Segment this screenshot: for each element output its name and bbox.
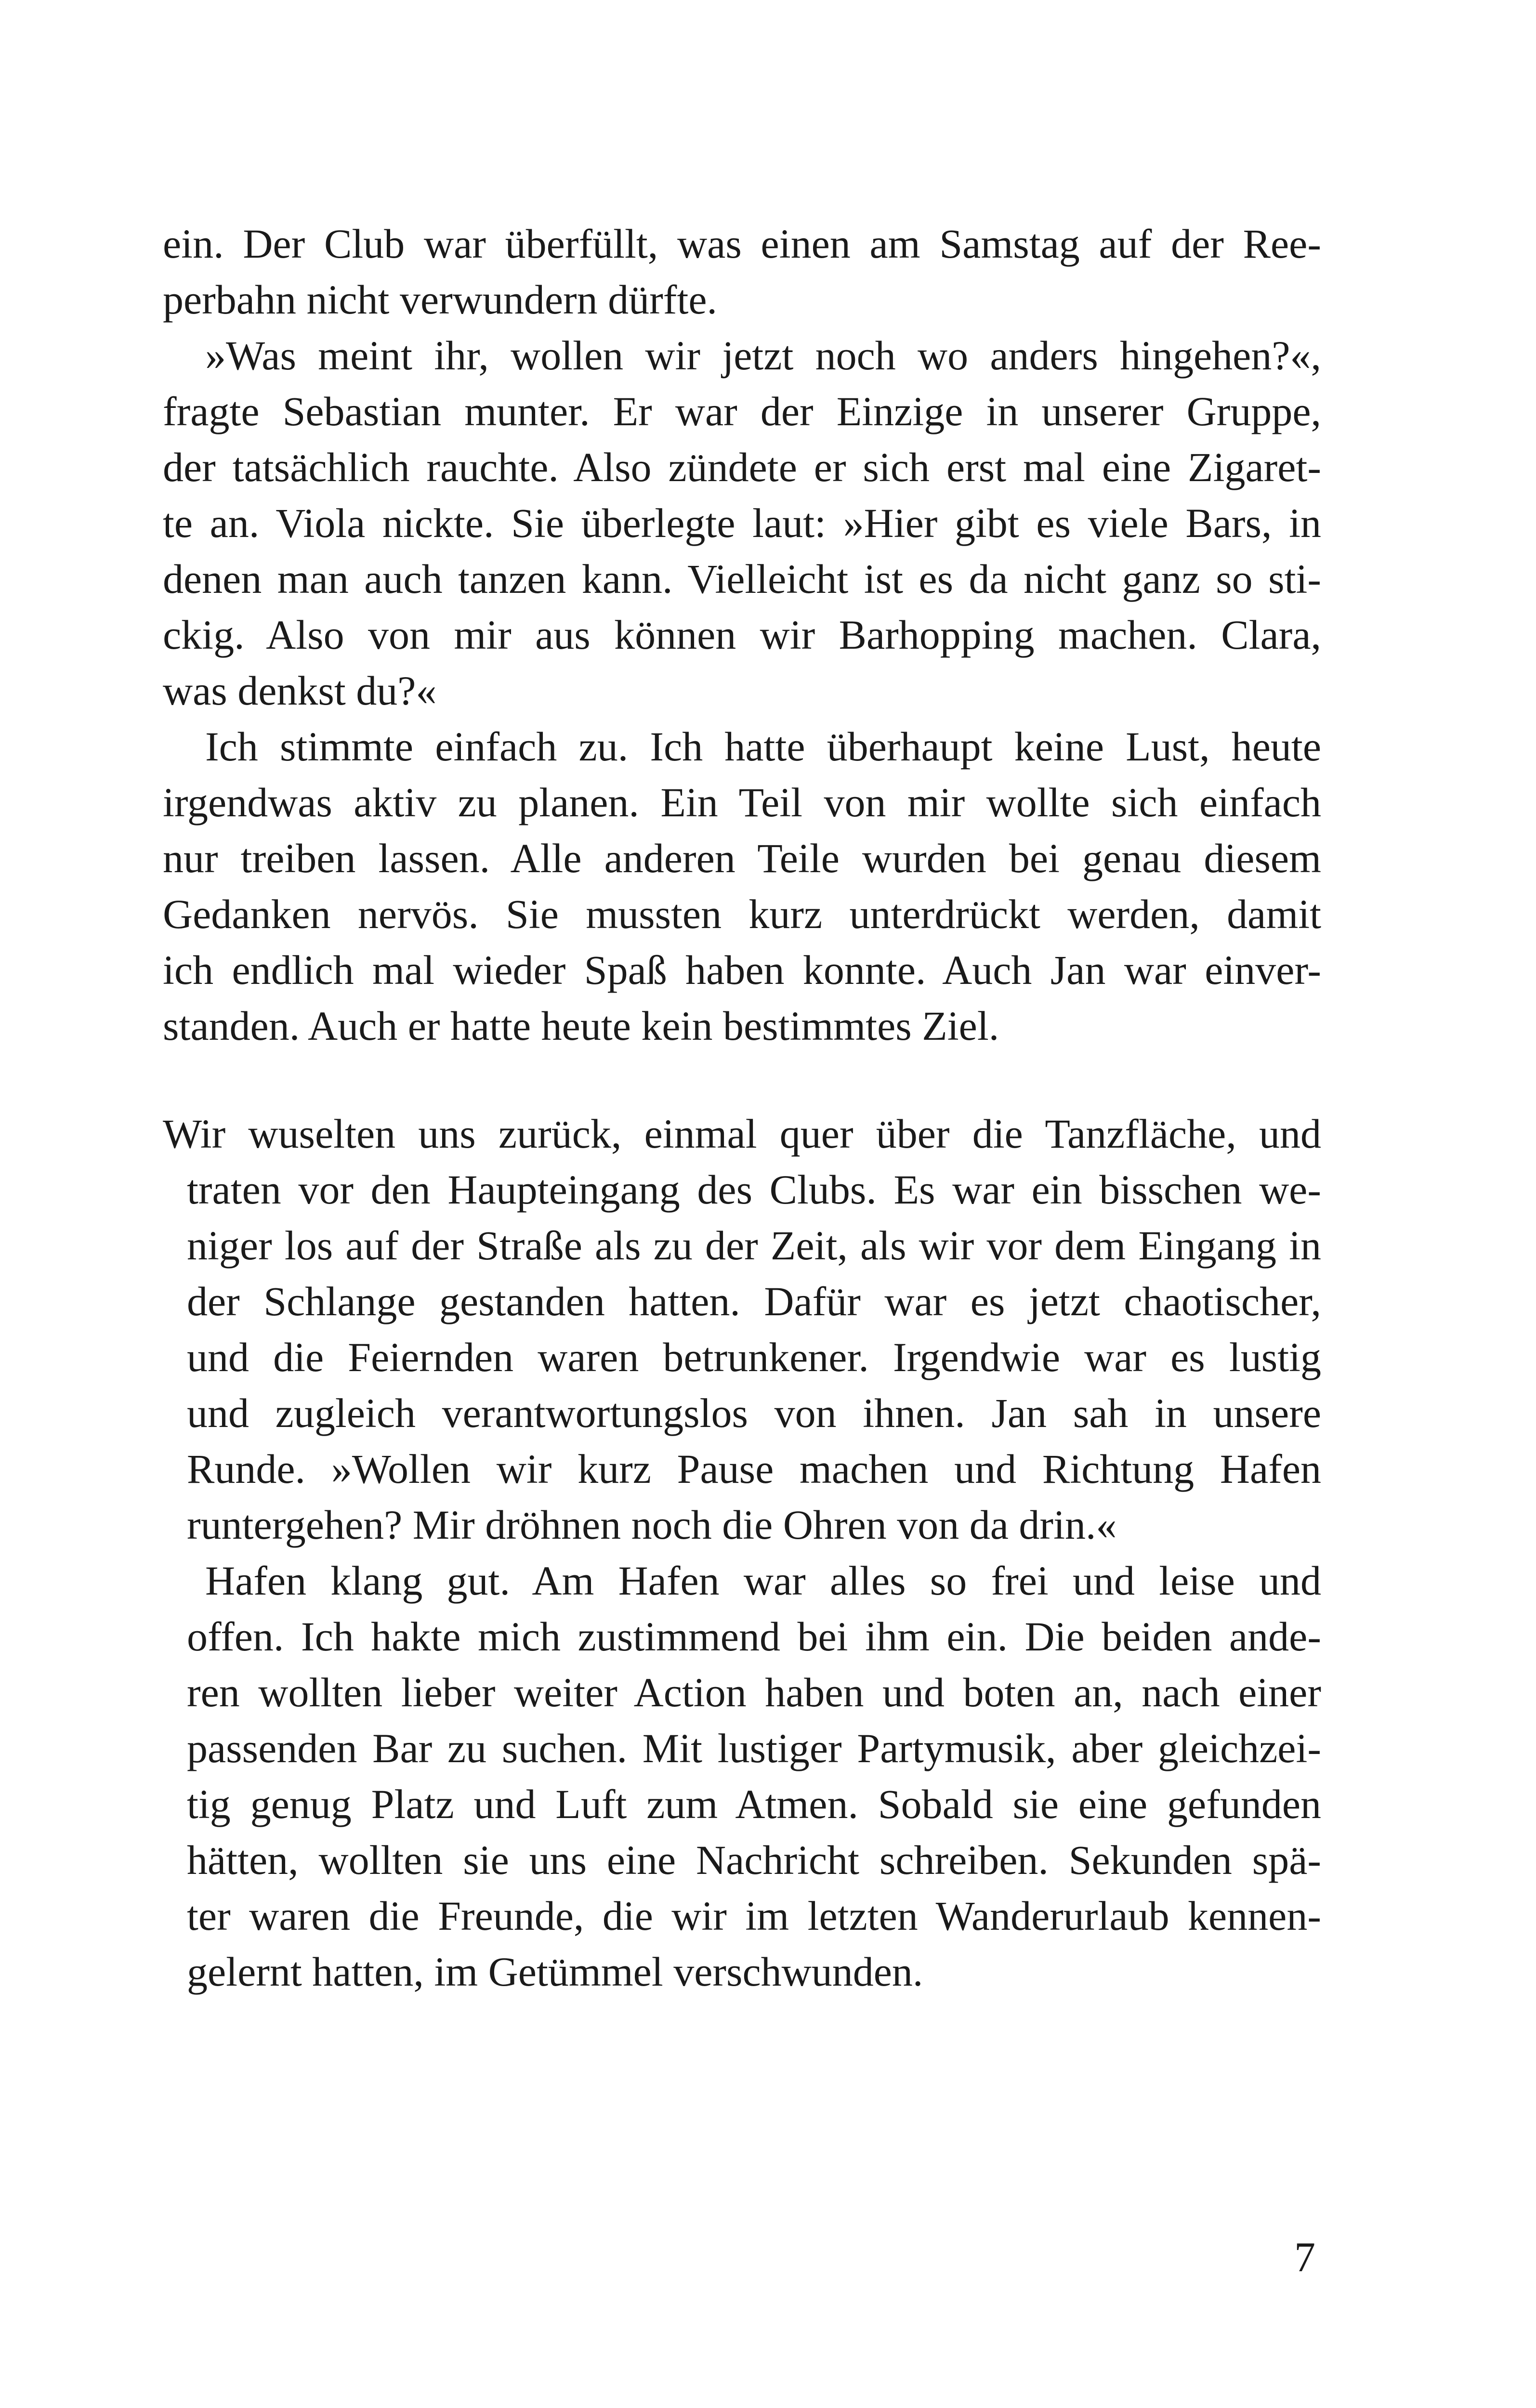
text-line: fragte Sebastian munter. Er war der Einzige in unserer Gruppe, — [163, 388, 1321, 434]
text-section-1 — [163, 216, 1321, 1054]
text-line: ter waren die Freunde, die wir im letzten Wanderurlaub kennen- — [187, 1893, 1321, 1939]
text-line: niger los auf der Straße als zu der Zeit, als wir vor dem Eingang in — [187, 1222, 1321, 1269]
page-number: 7 — [1294, 2234, 1315, 2281]
text-line: der Schlange gestanden hatten. Dafür war es jetzt chaotischer, — [187, 1278, 1321, 1324]
text-line: Ich stimmte einfach zu. Ich hatte überhaupt keine Lust, heute — [205, 723, 1321, 770]
text-line: und die Feiernden waren betrunkener. Irgendwie war es lustig — [187, 1334, 1321, 1380]
paragraph-1 — [163, 216, 1321, 327]
text-line: ich endlich mal wieder Spaß haben konnte. Auch Jan war einver- — [163, 947, 1321, 993]
paragraph-4 — [163, 1106, 1321, 1553]
text-line: der tatsächlich rauchte. Also zündete er sich erst mal eine Zigaret- — [163, 444, 1321, 490]
text-line: denen man auch tanzen kann. Vielleicht ist es da nicht ganz so sti- — [163, 556, 1321, 602]
text-line: irgendwas aktiv zu planen. Ein Teil von mir wollte sich einfach — [163, 779, 1321, 825]
text-line: traten vor den Haupteingang des Clubs. Es war ein bisschen we- — [187, 1166, 1321, 1213]
text-line: ckig. Also von mir aus können wir Barhopping machen. Clara, — [163, 612, 1321, 658]
text-line: »Was meint ihr, wollen wir jetzt noch wo anders hingehen?«, — [205, 332, 1321, 379]
text-line: nur treiben lassen. Alle anderen Teile wurden bei genau diesem — [163, 835, 1321, 881]
text-line: offen. Ich hakte mich zustimmend bei ihm ein. Die beiden ande- — [187, 1613, 1321, 1660]
text-line: te an. Viola nickte. Sie überlegte laut: »Hier gibt es viele Bars, in — [163, 500, 1321, 546]
text-line: Wir wuselten uns zurück, einmal quer über die Tanzfläche, und — [163, 1111, 1321, 1157]
text-line: Gedanken nervös. Sie mussten kurz unterdrückt werden, damit — [163, 891, 1321, 937]
text-line: Hafen klang gut. Am Hafen war alles so frei und leise und — [205, 1557, 1321, 1604]
text-line: gelernt hatten, im Getümmel verschwunden. — [187, 1949, 923, 1995]
text-line: und zugleich verantwortungslos von ihnen. Jan sah in unsere — [187, 1390, 1321, 1436]
text-line: was denkst du?« — [163, 667, 437, 714]
text-line: hätten, wollten sie uns eine Nachricht schreiben. Sekunden spä- — [187, 1837, 1321, 1883]
text-line: ein. Der Club war überfüllt, was einen am Samstag auf der Ree- — [163, 221, 1321, 267]
text-line: ren wollten lieber weiter Action haben und boten an, nach einer — [187, 1669, 1321, 1715]
text-line: tig genug Platz und Luft zum Atmen. Sobald sie eine gefunden — [187, 1781, 1321, 1827]
text-line: runtergehen? Mir dröhnen noch die Ohren von da drin.« — [187, 1502, 1117, 1548]
text-line: perbahn nicht verwundern dürfte. — [163, 276, 718, 323]
paragraph-3 — [163, 719, 1321, 1054]
paragraph-5 — [163, 1553, 1321, 2000]
paragraph-2 — [163, 327, 1321, 719]
text-line: standen. Auch er hatte heute kein bestimmtes Ziel. — [163, 1003, 999, 1049]
text-line: Runde. »Wollen wir kurz Pause machen und Richtung Hafen — [187, 1446, 1321, 1492]
text-section-2 — [163, 1106, 1321, 2000]
text-line: passenden Bar zu suchen. Mit lustiger Partymusik, aber gleichzei- — [187, 1725, 1321, 1771]
